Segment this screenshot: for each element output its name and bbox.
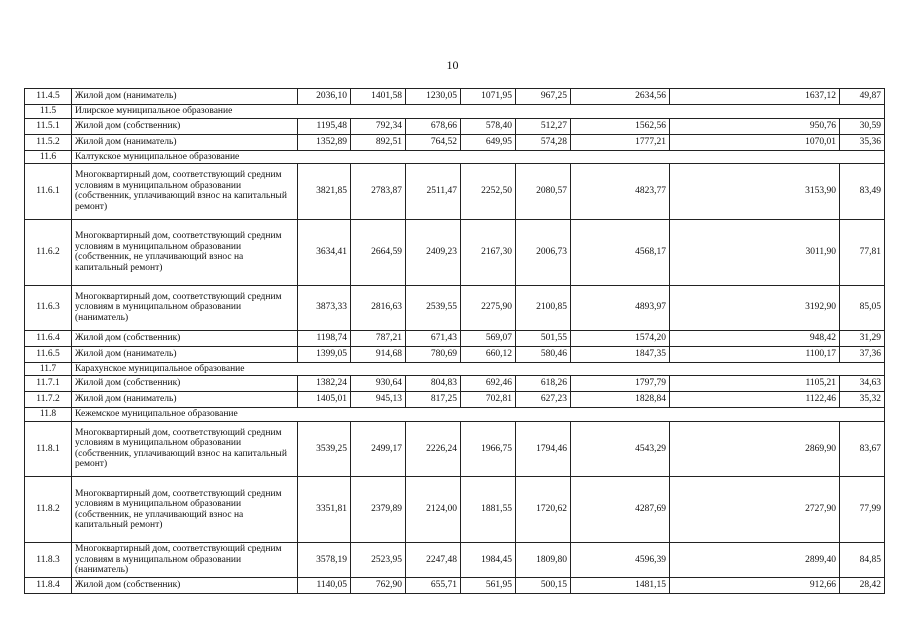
value-cell: 1481,15	[571, 577, 670, 593]
value-cell: 4823,77	[571, 164, 670, 220]
value-cell: 930,64	[351, 376, 406, 392]
value-cell: 28,42	[840, 577, 885, 593]
value-cell: 3539,25	[298, 421, 351, 477]
value-cell: 35,32	[840, 392, 885, 408]
value-cell: 1071,95	[461, 89, 516, 105]
value-cell: 2247,48	[406, 543, 461, 578]
row-description: Жилой дом (наниматель)	[72, 346, 298, 362]
value-cell: 1847,35	[571, 346, 670, 362]
value-cell: 671,43	[406, 330, 461, 346]
table-row	[25, 285, 885, 330]
row-description: Жилой дом (собственник)	[72, 118, 298, 134]
value-cell: 762,90	[351, 577, 406, 593]
section-row	[25, 408, 885, 422]
value-cell: 2783,87	[351, 164, 406, 220]
row-description: Многоквартирный дом, соответствующий средним условиям в муниципальном образовании (собственник, не уплачивающий взнос на капитальный ремонт)	[72, 477, 298, 543]
value-cell: 84,85	[840, 543, 885, 578]
value-cell: 2252,50	[461, 164, 516, 220]
value-cell: 1828,84	[571, 392, 670, 408]
row-description: Жилой дом (наниматель)	[72, 134, 298, 150]
section-title: Илирское муниципальное образование	[72, 105, 885, 119]
row-description: Многоквартирный дом, соответствующий средним условиям в муниципальном образовании (наниматель)	[72, 285, 298, 330]
value-cell: 660,12	[461, 346, 516, 362]
row-code: 11.6.3	[25, 285, 72, 330]
value-cell: 3351,81	[298, 477, 351, 543]
table-row	[25, 89, 885, 105]
value-cell: 2664,59	[351, 219, 406, 285]
value-cell: 1984,45	[461, 543, 516, 578]
value-cell: 2226,24	[406, 421, 461, 477]
value-cell: 3821,85	[298, 164, 351, 220]
value-cell: 578,40	[461, 118, 516, 134]
value-cell: 3634,41	[298, 219, 351, 285]
value-cell: 4893,97	[571, 285, 670, 330]
section-title: Карахунское муниципальное образование	[72, 362, 885, 376]
value-cell: 2523,95	[351, 543, 406, 578]
row-code: 11.8.3	[25, 543, 72, 578]
table-row	[25, 164, 885, 220]
table-row	[25, 118, 885, 134]
row-code: 11.6.4	[25, 330, 72, 346]
page-number: 10	[446, 58, 459, 72]
row-code: 11.7.2	[25, 392, 72, 408]
value-cell: 948,42	[670, 330, 840, 346]
tariff-table	[24, 88, 885, 594]
value-cell: 914,68	[351, 346, 406, 362]
table-row	[25, 577, 885, 593]
row-code: 11.8.4	[25, 577, 72, 593]
value-cell: 792,34	[351, 118, 406, 134]
value-cell: 2539,55	[406, 285, 461, 330]
row-code: 11.5.1	[25, 118, 72, 134]
row-code: 11.8	[25, 408, 72, 422]
row-description: Жилой дом (наниматель)	[72, 89, 298, 105]
value-cell: 77,99	[840, 477, 885, 543]
value-cell: 1399,05	[298, 346, 351, 362]
value-cell: 2275,90	[461, 285, 516, 330]
value-cell: 1794,46	[516, 421, 571, 477]
value-cell: 83,49	[840, 164, 885, 220]
value-cell: 4287,69	[571, 477, 670, 543]
value-cell: 627,23	[516, 392, 571, 408]
value-cell: 30,59	[840, 118, 885, 134]
value-cell: 83,67	[840, 421, 885, 477]
value-cell: 1105,21	[670, 376, 840, 392]
row-code: 11.6.5	[25, 346, 72, 362]
value-cell: 945,13	[351, 392, 406, 408]
value-cell: 950,76	[670, 118, 840, 134]
value-cell: 967,25	[516, 89, 571, 105]
table-row	[25, 346, 885, 362]
value-cell: 4596,39	[571, 543, 670, 578]
row-description: Жилой дом (собственник)	[72, 376, 298, 392]
row-code: 11.8.1	[25, 421, 72, 477]
table-row	[25, 134, 885, 150]
value-cell: 1195,48	[298, 118, 351, 134]
value-cell: 35,36	[840, 134, 885, 150]
value-cell: 1070,01	[670, 134, 840, 150]
value-cell: 4568,17	[571, 219, 670, 285]
row-code: 11.6.1	[25, 164, 72, 220]
value-cell: 85,05	[840, 285, 885, 330]
value-cell: 1230,05	[406, 89, 461, 105]
value-cell: 2006,73	[516, 219, 571, 285]
value-cell: 3578,19	[298, 543, 351, 578]
table-body	[25, 89, 885, 594]
value-cell: 3873,33	[298, 285, 351, 330]
value-cell: 580,46	[516, 346, 571, 362]
row-description: Жилой дом (наниматель)	[72, 392, 298, 408]
value-cell: 1777,21	[571, 134, 670, 150]
value-cell: 569,07	[461, 330, 516, 346]
section-row	[25, 362, 885, 376]
row-code: 11.7	[25, 362, 72, 376]
value-cell: 1352,89	[298, 134, 351, 150]
value-cell: 3153,90	[670, 164, 840, 220]
table-row	[25, 219, 885, 285]
value-cell: 1797,79	[571, 376, 670, 392]
table-row	[25, 477, 885, 543]
row-description: Многоквартирный дом, соответствующий средним условиям в муниципальном образовании (собственник, уплачивающий взнос на капитальный ремонт)	[72, 421, 298, 477]
value-cell: 2409,23	[406, 219, 461, 285]
table-row	[25, 543, 885, 578]
value-cell: 2899,40	[670, 543, 840, 578]
value-cell: 77,81	[840, 219, 885, 285]
value-cell: 1637,12	[670, 89, 840, 105]
value-cell: 1382,24	[298, 376, 351, 392]
value-cell: 817,25	[406, 392, 461, 408]
row-code: 11.5.2	[25, 134, 72, 150]
value-cell: 2036,10	[298, 89, 351, 105]
value-cell: 2816,63	[351, 285, 406, 330]
value-cell: 1574,20	[571, 330, 670, 346]
value-cell: 764,52	[406, 134, 461, 150]
value-cell: 574,28	[516, 134, 571, 150]
row-code: 11.6.2	[25, 219, 72, 285]
value-cell: 649,95	[461, 134, 516, 150]
value-cell: 2869,90	[670, 421, 840, 477]
section-title: Кежемское муниципальное образование	[72, 408, 885, 422]
row-code: 11.8.2	[25, 477, 72, 543]
value-cell: 1809,80	[516, 543, 571, 578]
value-cell: 678,66	[406, 118, 461, 134]
value-cell: 1100,17	[670, 346, 840, 362]
value-cell: 655,71	[406, 577, 461, 593]
table-row	[25, 421, 885, 477]
value-cell: 31,29	[840, 330, 885, 346]
value-cell: 4543,29	[571, 421, 670, 477]
row-code: 11.7.1	[25, 376, 72, 392]
value-cell: 34,63	[840, 376, 885, 392]
value-cell: 3011,90	[670, 219, 840, 285]
value-cell: 2511,47	[406, 164, 461, 220]
value-cell: 1966,75	[461, 421, 516, 477]
value-cell: 2100,85	[516, 285, 571, 330]
section-row	[25, 150, 885, 164]
row-description: Жилой дом (собственник)	[72, 330, 298, 346]
value-cell: 1401,58	[351, 89, 406, 105]
value-cell: 2124,00	[406, 477, 461, 543]
value-cell: 500,15	[516, 577, 571, 593]
value-cell: 2727,90	[670, 477, 840, 543]
value-cell: 1140,05	[298, 577, 351, 593]
value-cell: 2379,89	[351, 477, 406, 543]
value-cell: 2167,30	[461, 219, 516, 285]
value-cell: 501,55	[516, 330, 571, 346]
value-cell: 804,83	[406, 376, 461, 392]
row-code: 11.4.5	[25, 89, 72, 105]
row-code: 11.5	[25, 105, 72, 119]
section-row	[25, 105, 885, 119]
value-cell: 1122,46	[670, 392, 840, 408]
value-cell: 2634,56	[571, 89, 670, 105]
value-cell: 892,51	[351, 134, 406, 150]
row-description: Многоквартирный дом, соответствующий средним условиям в муниципальном образовании (наниматель)	[72, 543, 298, 578]
value-cell: 1405,01	[298, 392, 351, 408]
table-row	[25, 376, 885, 392]
value-cell: 1881,55	[461, 477, 516, 543]
table-row	[25, 330, 885, 346]
value-cell: 692,46	[461, 376, 516, 392]
value-cell: 2080,57	[516, 164, 571, 220]
value-cell: 787,21	[351, 330, 406, 346]
section-title: Калтукское муниципальное образование	[72, 150, 885, 164]
row-code: 11.6	[25, 150, 72, 164]
value-cell: 2499,17	[351, 421, 406, 477]
value-cell: 780,69	[406, 346, 461, 362]
value-cell: 618,26	[516, 376, 571, 392]
value-cell: 561,95	[461, 577, 516, 593]
value-cell: 49,87	[840, 89, 885, 105]
value-cell: 512,27	[516, 118, 571, 134]
value-cell: 37,36	[840, 346, 885, 362]
row-description: Многоквартирный дом, соответствующий средним условиям в муниципальном образовании (собственник, уплачивающий взнос на капитальный ремонт)	[72, 164, 298, 220]
value-cell: 1720,62	[516, 477, 571, 543]
value-cell: 1562,56	[571, 118, 670, 134]
value-cell: 1198,74	[298, 330, 351, 346]
row-description: Жилой дом (собственник)	[72, 577, 298, 593]
row-description: Многоквартирный дом, соответствующий средним условиям в муниципальном образовании (собственник, не уплачивающий взнос на капитальный ремонт)	[72, 219, 298, 285]
value-cell: 3192,90	[670, 285, 840, 330]
table-row	[25, 392, 885, 408]
value-cell: 702,81	[461, 392, 516, 408]
value-cell: 912,66	[670, 577, 840, 593]
